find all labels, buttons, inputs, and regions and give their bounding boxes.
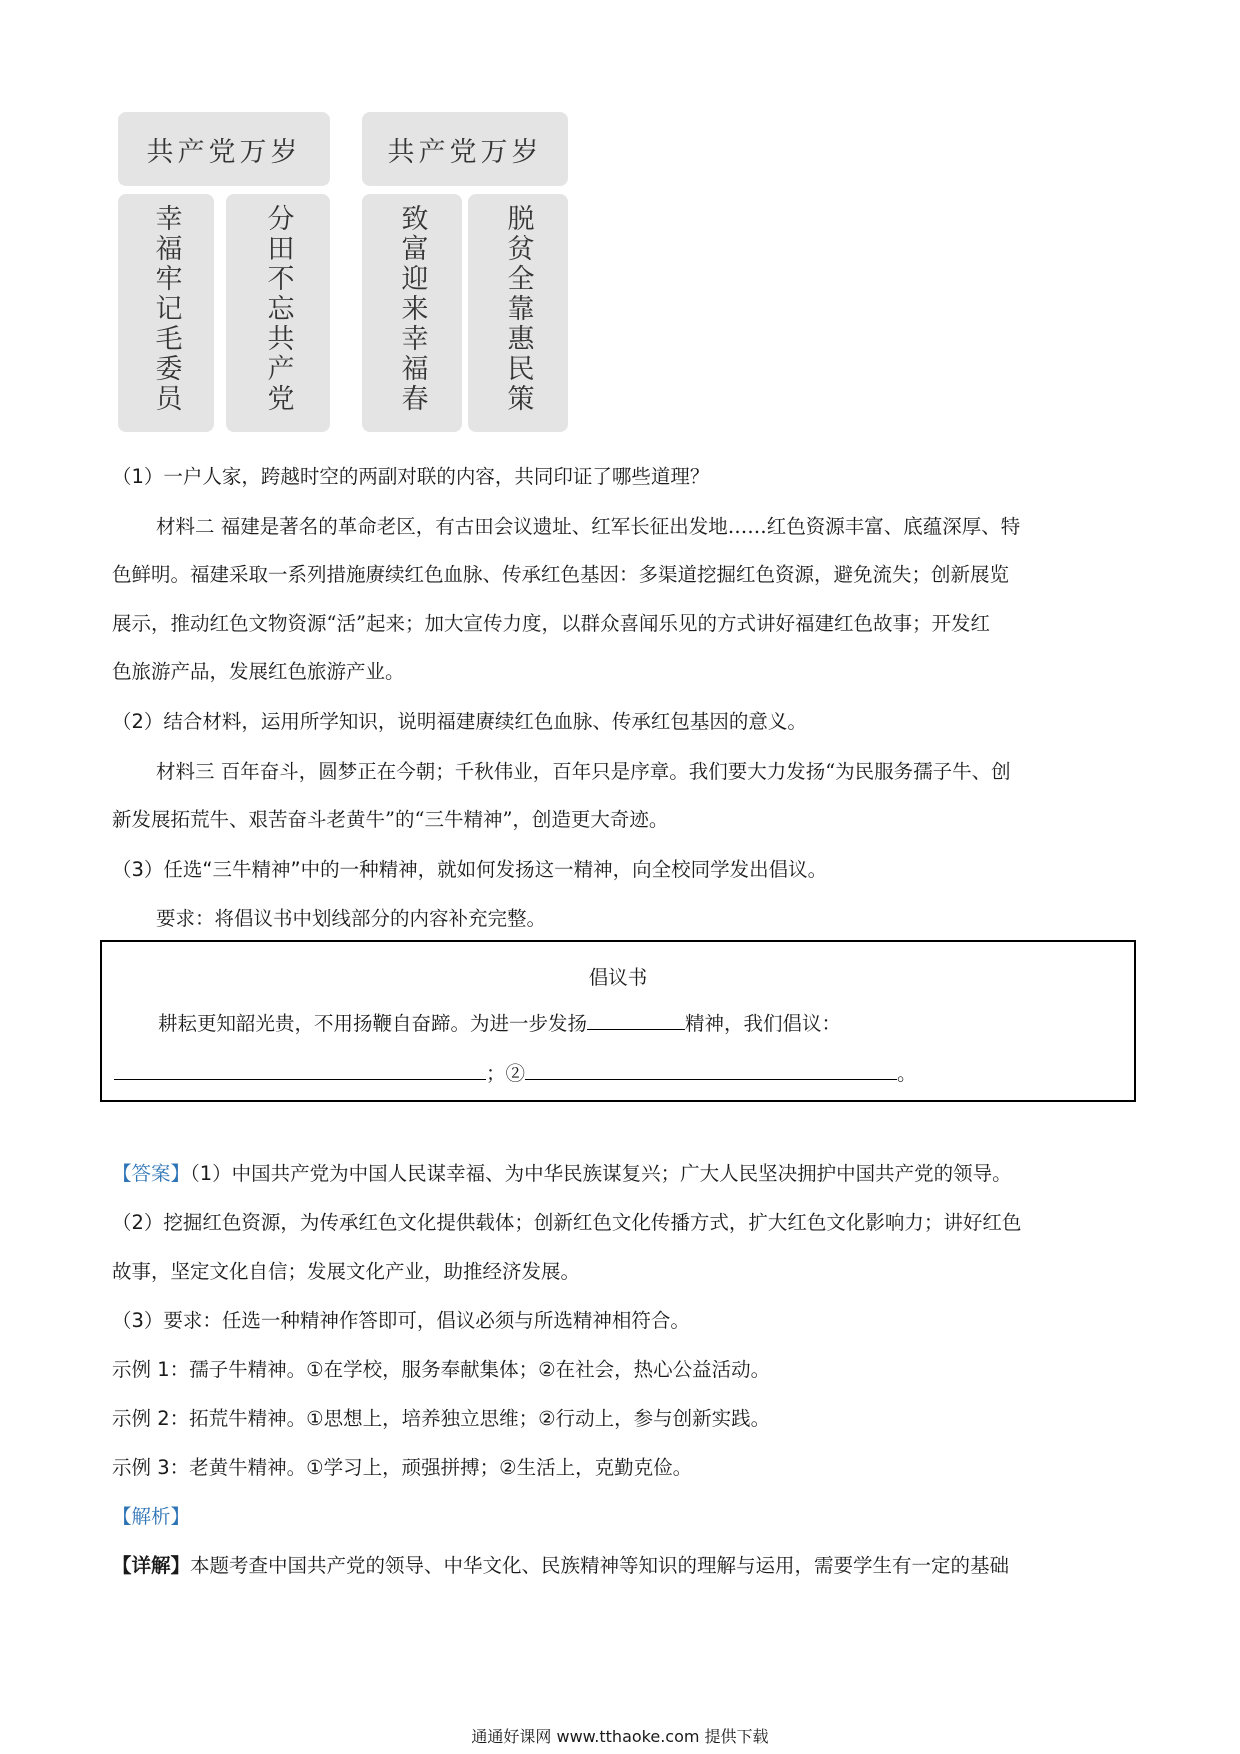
analysis-tag: 【解析】 [112,1505,191,1528]
proposal-box [100,940,1136,1102]
answer-tag: 【答案】 [112,1162,191,1185]
material-2-line-3: 展示，推动红色文物资源“活”起来；加大宣传力度，以群众喜闻乐见的方式讲好福建红色故事；开发红 [112,612,990,635]
couplet-2-right: 脱贫全靠惠民策 [468,194,568,432]
material-2-line-1: 材料二 福建是著名的革命老区，有古田会议遗址、红军长征出发地……红色资源丰富、底蕴深厚、特 [156,515,1021,538]
material-3-line-2: 新发展拓荒牛、艰苦奋斗老黄牛”的“三牛精神”，创造更大奇迹。 [112,808,669,831]
proposal-line-2: ；② 。 [114,1058,917,1086]
proposal-line-1: 耕耘更知韶光贵，不用扬鞭自奋蹄。为进一步发扬 精神，我们倡议： [158,1008,841,1036]
detail-line: 【详解】本题考查中国共产党的领导、中华文化、民族精神等知识的理解与运用，需要学生有一定的基础 [112,1554,1010,1577]
material-2-line-2: 色鲜明。福建采取一系列措施赓续红色血脉、传承红色基因：多渠道挖掘红色资源，避免流失；创新展览 [112,563,1010,586]
answer-line-3: 故事，坚定文化自信；发展文化产业，助推经济发展。 [112,1260,581,1283]
detail-tag: 【详解】 [112,1554,191,1577]
answer-line-1: 【答案】（1）中国共产党为中国人民谋幸福、为中华民族谋复兴；广大人民坚决拥护中国共产党的领导。 [112,1162,1012,1185]
couplet-1-right: 分田不忘共产党 [226,194,330,432]
footer: 通通好课网 www.tthaoke.com 提供下载 [471,1727,769,1746]
couplet-2-banner: 共产党万岁 [362,112,568,186]
proposal-blank-1[interactable] [114,1059,486,1080]
couplet-1-banner: 共产党万岁 [118,112,330,186]
answer-line-4: （3）要求：任选一种精神作答即可，倡议必须与所选精神相符合。 [112,1309,690,1332]
question-1: （1）一户人家，跨越时空的两副对联的内容，共同印证了哪些道理？ [112,465,710,488]
question-2: （2）结合材料，运用所学知识，说明福建赓续红色血脉、传承红包基因的意义。 [112,710,807,733]
proposal-title: 倡议书 [588,966,648,989]
answer-example-2: 示例 2：拓荒牛精神。①思想上，培养独立思维；②行动上，参与创新实践。 [112,1407,771,1430]
answer-line-2: （2）挖掘红色资源，为传承红色文化提供载体；创新红色文化传播方式，扩大红色文化影响力；讲好红色 [112,1211,1022,1234]
proposal-blank-2[interactable] [525,1059,897,1080]
couplet-2-left: 致富迎来幸福春 [362,194,462,432]
material-2-line-4: 色旅游产品，发展红色旅游产业。 [112,660,405,683]
spirit-blank[interactable] [587,1009,685,1030]
requirement: 要求：将倡议书中划线部分的内容补充完整。 [156,907,547,930]
question-3: （3）任选“三牛精神”中的一种精神，就如何发扬这一精神，向全校同学发出倡议。 [112,858,828,881]
couplet-1-left: 幸福牢记毛委员 [118,194,214,432]
answer-example-3: 示例 3：老黄牛精神。①学习上，顽强拼搏；②生活上，克勤克俭。 [112,1456,693,1479]
material-3-line-1: 材料三 百年奋斗，圆梦正在今朝；千秋伟业，百年只是序章。我们要大力发扬“为民服务孺子牛、创 [156,760,1011,783]
answer-example-1: 示例 1：孺子牛精神。①在学校，服务奉献集体；②在社会，热心公益活动。 [112,1358,771,1381]
